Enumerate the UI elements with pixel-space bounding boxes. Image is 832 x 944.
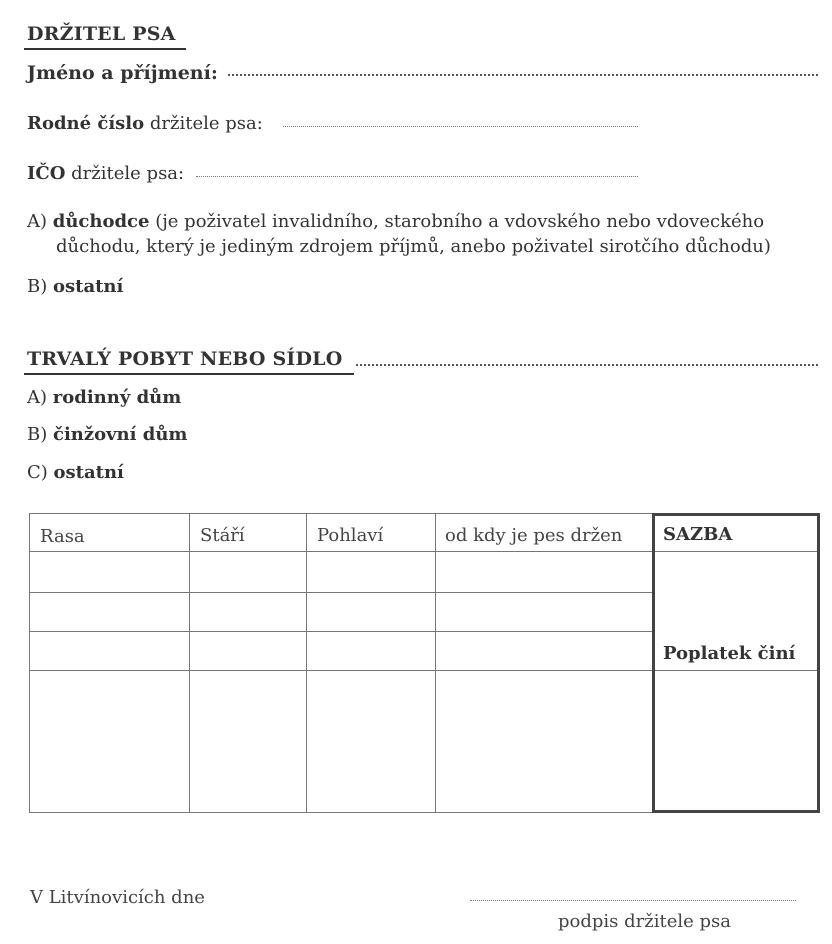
residence-option-b-bold: činžovní dům xyxy=(52,424,188,445)
ico-field[interactable] xyxy=(196,176,638,177)
table-row-line xyxy=(29,592,653,593)
cell-rasa[interactable] xyxy=(30,552,189,591)
dog-table xyxy=(29,513,820,813)
holder-option-a[interactable] xyxy=(27,211,764,232)
holder-option-b-prefix: B) xyxy=(27,276,53,297)
residence-option-a[interactable] xyxy=(27,387,181,408)
birth-number-label-bold: Rodné číslo xyxy=(27,113,145,134)
table-border-bottom xyxy=(29,812,653,813)
name-label: Jméno a příjmení: xyxy=(27,62,218,84)
holder-option-a-line2: důchodu, který je jediným zdrojem příjmů, anebo poživatel sirotčího důchodu) xyxy=(56,236,771,257)
column-header-stari: Stáří xyxy=(200,525,245,546)
residence-field[interactable] xyxy=(356,364,818,366)
sazba-value-cell[interactable] xyxy=(657,554,813,668)
poplatek-label: Poplatek činí xyxy=(663,643,796,664)
holder-option-b-bold: ostatní xyxy=(52,276,124,297)
name-field[interactable] xyxy=(228,74,818,76)
signature-line[interactable] xyxy=(470,900,796,901)
holder-option-a-prefix: A) xyxy=(27,211,53,232)
column-header-rasa: Rasa xyxy=(40,526,85,547)
table-row-line xyxy=(29,670,653,671)
residence-heading: TRVALÝ POBYT NEBO SÍDLO xyxy=(27,348,343,370)
holder-option-b[interactable] xyxy=(27,276,123,297)
holder-option-a-bold: důchodce xyxy=(52,211,150,232)
ico-label-bold: IČO xyxy=(27,163,66,184)
cell-od-kdy[interactable] xyxy=(436,552,652,591)
holder-heading-underline xyxy=(24,48,186,50)
sazba-line xyxy=(655,670,817,671)
cell-pohlavi[interactable] xyxy=(307,552,434,591)
residence-option-c-bold: ostatní xyxy=(53,462,124,483)
birth-number-field[interactable] xyxy=(283,126,638,127)
birth-number-label-rest: držitele psa: xyxy=(144,113,263,134)
holder-heading: DRŽITEL PSA xyxy=(27,23,176,45)
residence-option-c[interactable] xyxy=(27,462,124,483)
residence-heading-underline xyxy=(24,373,354,375)
residence-option-b[interactable] xyxy=(27,424,187,445)
birth-number-label xyxy=(27,113,263,134)
signature-label: podpis držitele psa xyxy=(558,911,731,932)
sazba-line xyxy=(655,551,817,552)
residence-option-a-prefix: A) xyxy=(27,387,53,408)
column-header-pohlavi: Pohlaví xyxy=(317,525,384,546)
residence-option-b-prefix: B) xyxy=(27,424,53,445)
holder-option-a-text: (je poživatel invalidního, starobního a vdovského nebo vdoveckého xyxy=(149,211,765,232)
cell-stari[interactable] xyxy=(190,552,305,591)
residence-option-c-prefix: C) xyxy=(27,462,54,483)
place-date-label: V Litvínovicích dne xyxy=(30,887,205,908)
ico-label xyxy=(27,163,184,184)
residence-option-a-bold: rodinný dům xyxy=(52,387,182,408)
table-border-top xyxy=(29,513,653,514)
ico-label-rest: držitele psa: xyxy=(65,163,185,184)
poplatek-value-cell[interactable] xyxy=(657,673,813,805)
column-header-od-kdy: od kdy je pes držen xyxy=(445,525,623,546)
table-row-line xyxy=(29,631,653,632)
sazba-label: SAZBA xyxy=(663,524,733,545)
